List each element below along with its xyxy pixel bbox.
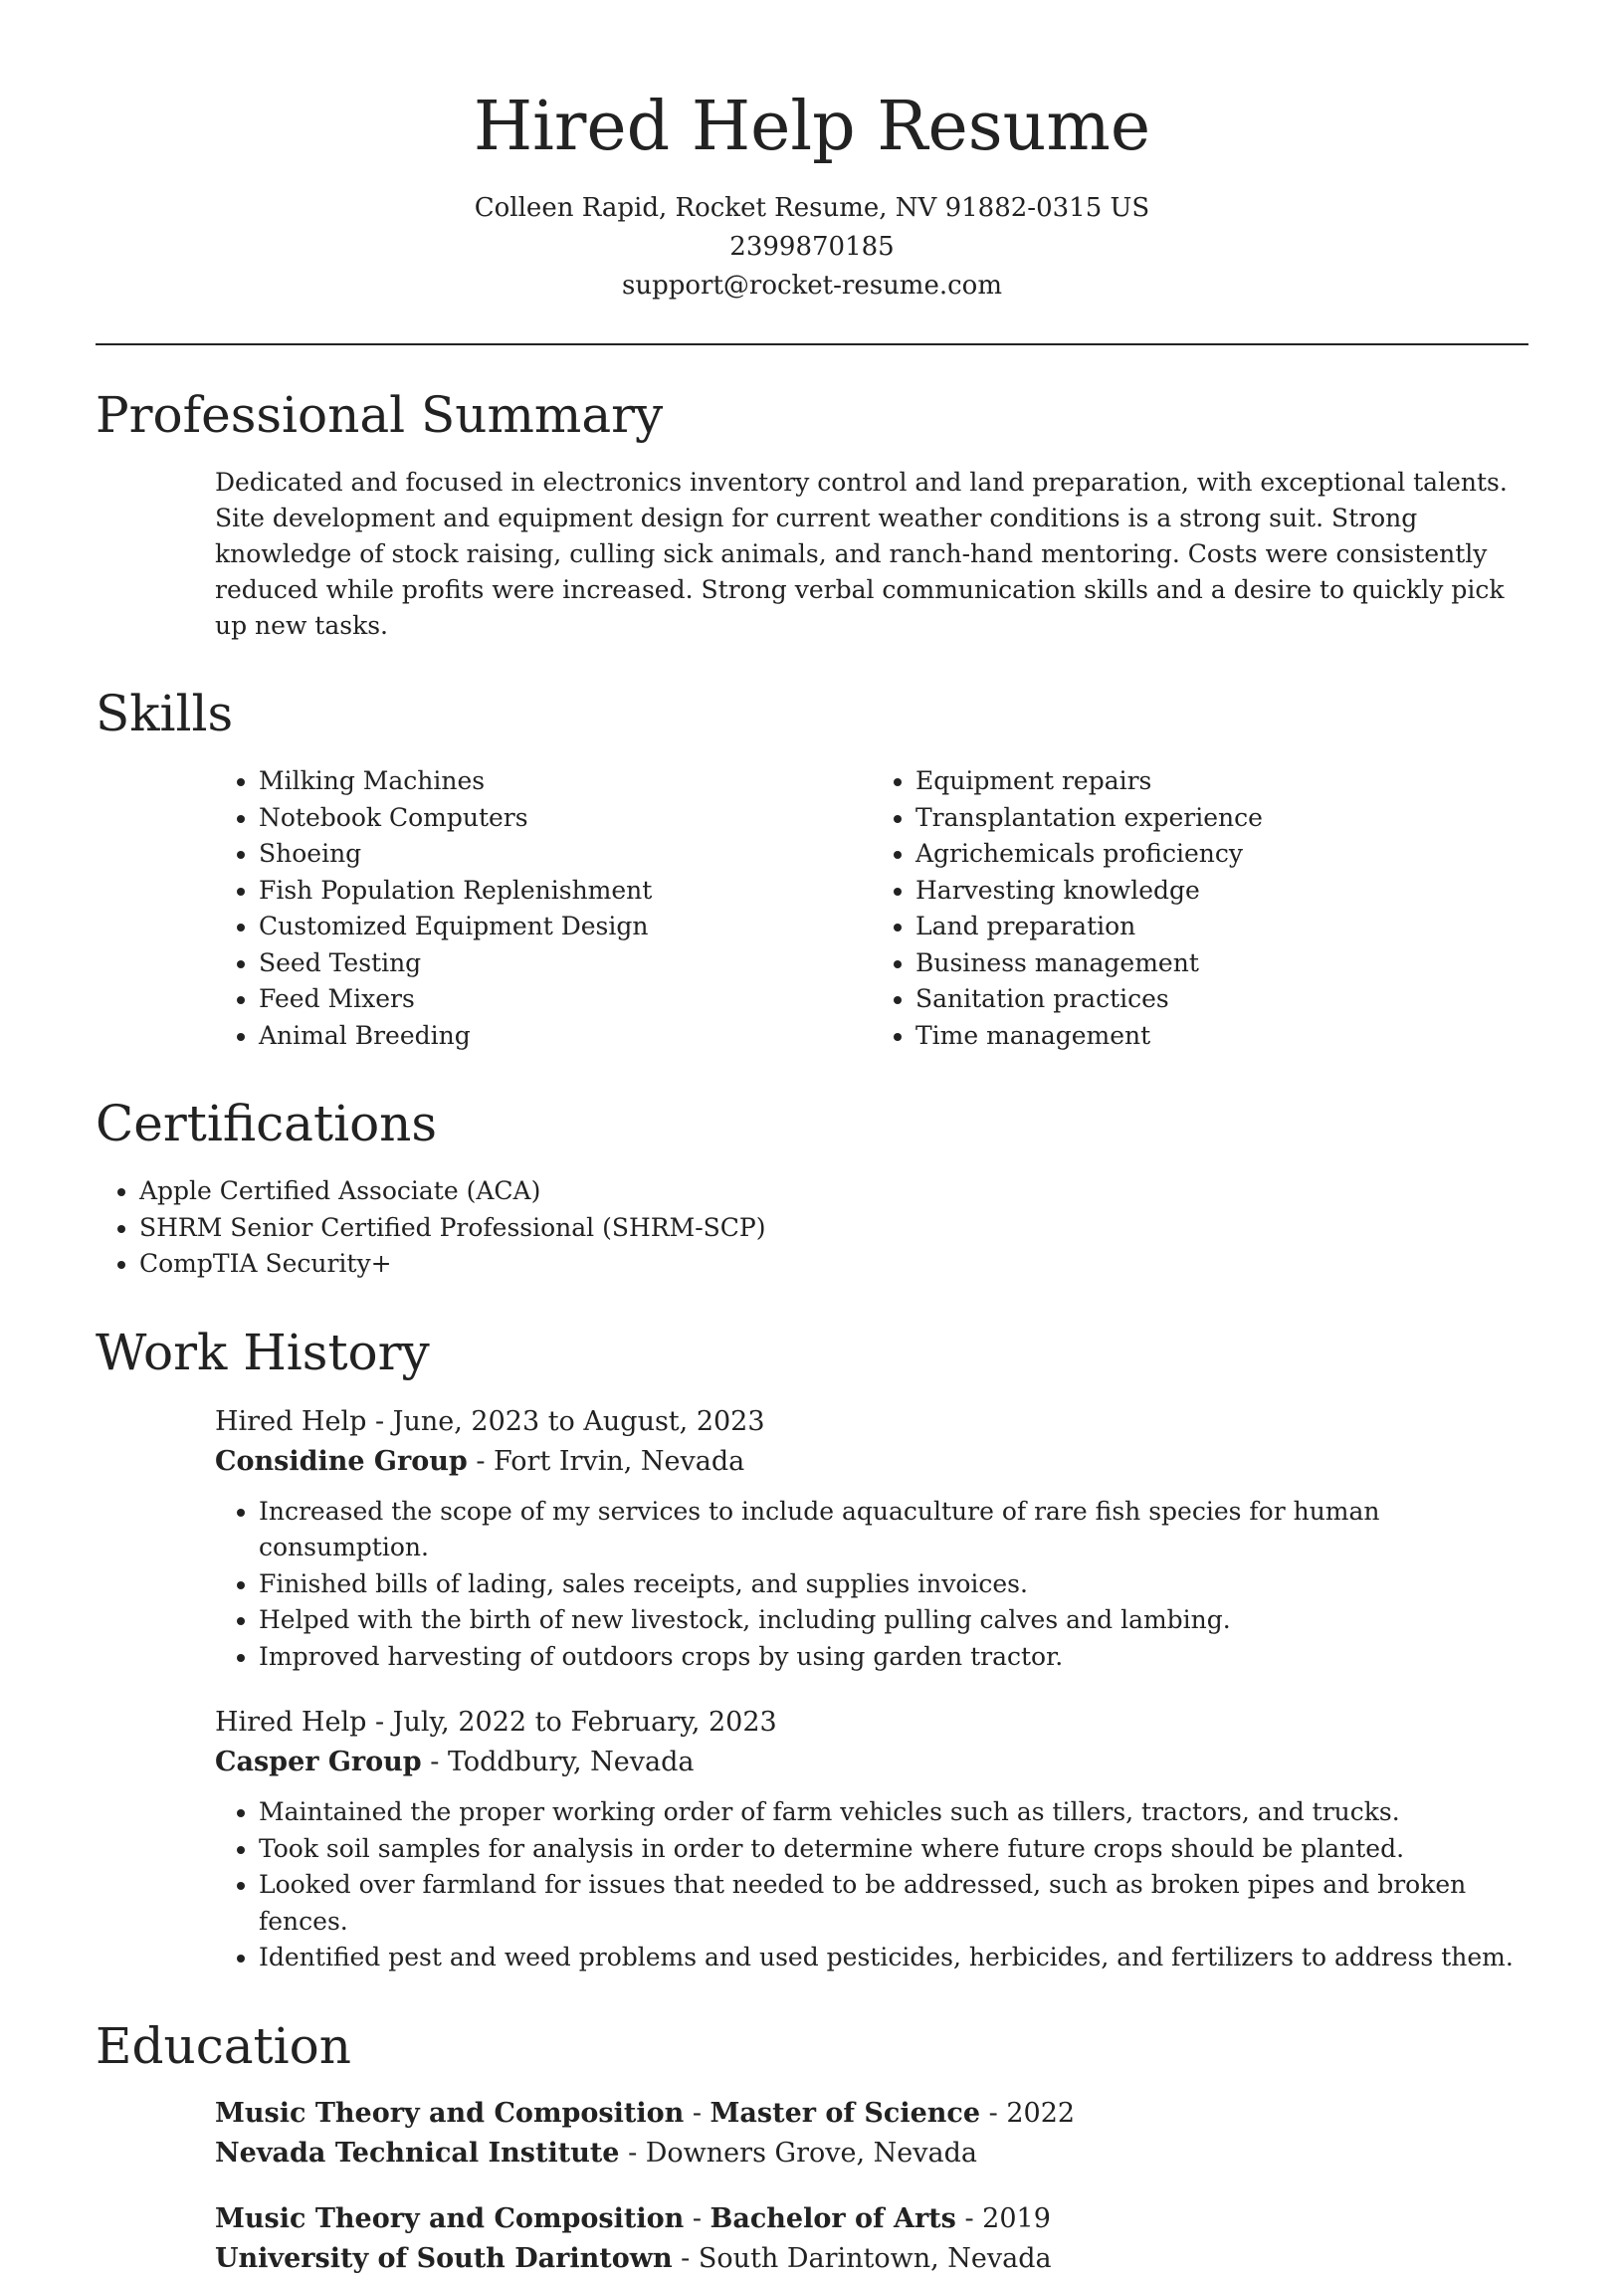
summary-heading: Professional Summary [96, 386, 664, 444]
skill-item: • Notebook Computers [259, 800, 872, 837]
skill-item: • Time management [915, 1018, 1528, 1055]
education-degree: Master of Science [710, 2097, 981, 2129]
job-company: Considine Group [215, 1445, 468, 1477]
certifications-section [96, 1094, 1528, 1283]
skill-item: • Harvesting knowledge [915, 873, 1528, 910]
certification-item: • CompTIA Security+ [139, 1246, 1528, 1283]
separator: - [672, 2242, 699, 2274]
contact-block [96, 189, 1528, 306]
education-field: Music Theory and Composition [215, 2097, 685, 2129]
skill-item: • Sanitation practices [915, 981, 1528, 1018]
skills-columns [215, 743, 1528, 1054]
skill-item: • Equipment repairs [915, 763, 1528, 800]
education-school-line [215, 2134, 1528, 2174]
education-school-line [215, 2239, 1528, 2279]
certifications-list [96, 1173, 1528, 1283]
skill-item: • Customized Equipment Design [259, 909, 872, 945]
education-school: University of South Darintown [215, 2242, 673, 2274]
skills-column-1 [215, 763, 872, 1054]
separator: - [980, 2097, 1007, 2129]
separator: - [619, 2137, 646, 2169]
contact-phone: 2399870185 [729, 232, 895, 262]
certification-item: • SHRM Senior Certified Professional (SHRM-SCP) [139, 1210, 1528, 1247]
work-history-section [96, 1323, 1528, 1976]
certification-item: • Apple Certified Associate (ACA) [139, 1173, 1528, 1210]
skills-section [96, 684, 1528, 1054]
education-degree-line [215, 2094, 1528, 2134]
skill-item: • Business management [915, 945, 1528, 982]
job-employer-line [215, 1442, 1528, 1482]
education-school: Nevada Technical Institute [215, 2137, 620, 2169]
education-location: Downers Grove, Nevada [645, 2137, 977, 2169]
separator: - [684, 2097, 710, 2129]
contact-address: Colleen Rapid, Rocket Resume, NV 91882-0315 US [474, 193, 1150, 223]
job-entry [215, 1402, 1528, 1676]
job-bullet: • Maintained the proper working order of farm vehicles such as tillers, tractors, and trucks. [259, 1794, 1528, 1831]
skill-item: • Seed Testing [259, 945, 872, 982]
education-heading: Education [96, 2016, 351, 2075]
separator: - [467, 1445, 495, 1477]
separator: - [955, 2202, 983, 2234]
job-location: Toddbury, Nevada [447, 1747, 695, 1777]
job-bullet: • Helped with the birth of new livestock, including pulling calves and lambing. [259, 1602, 1528, 1639]
skill-item: • Animal Breeding [259, 1018, 872, 1055]
job-bullet: • Took soil samples for analysis in order to determine where future crops should be planted. [259, 1831, 1528, 1868]
job-bullet: • Increased the scope of my services to include aquaculture of rare fish species for human consumption. [259, 1494, 1528, 1566]
contact-email: support@rocket-resume.com [621, 271, 1002, 301]
education-year: 2022 [1006, 2097, 1076, 2129]
skill-item: • Transplantation experience [915, 800, 1528, 837]
work-history-heading: Work History [96, 1323, 430, 1381]
skill-item: • Fish Population Replenishment [259, 873, 872, 910]
job-location: Fort Irvin, Nevada [494, 1445, 745, 1477]
separator: - [421, 1747, 448, 1777]
candidate-name: Hired Help Resume [473, 88, 1151, 166]
job-bullet: • Looked over farmland for issues that needed to be addressed, such as broken pipes and broken fences. [259, 1867, 1528, 1940]
certifications-heading: Certifications [96, 1095, 438, 1152]
skill-item: • Land preparation [915, 909, 1528, 945]
education-field: Music Theory and Composition [215, 2202, 685, 2234]
summary-section [96, 385, 1528, 644]
job-company: Casper Group [215, 1747, 422, 1777]
resume-header [96, 0, 1528, 306]
skill-item: • Shoeing [259, 836, 872, 873]
job-bullet: • Finished bills of lading, sales receipts, and supplies invoices. [259, 1566, 1528, 1603]
header-divider [96, 343, 1528, 345]
education-section [96, 2016, 1528, 2279]
summary-text: Dedicated and focused in electronics inventory control and land preparation, with exceptional talents. Site development and equipment design for current weather conditions is a strong suit. Strong knowledge of stock raising, culling sick animals, and ranch-hand mentoring. Costs were consistently reduced while profits were increased. Strong verbal communication skills and a desire to quickly pick up new tasks. [215, 468, 1508, 640]
education-degree: Bachelor of Arts [710, 2202, 956, 2234]
job-employer-line [215, 1743, 1528, 1782]
job-bullets [215, 1494, 1528, 1676]
education-entry [215, 2199, 1528, 2279]
job-bullet: • Identified pest and weed problems and used pesticides, herbicides, and fertilizers to address them. [259, 1940, 1528, 1976]
education-degree-line [215, 2199, 1528, 2239]
job-entry [215, 1703, 1528, 1976]
skills-column-2 [872, 763, 1528, 1054]
skill-item: • Feed Mixers [259, 981, 872, 1018]
skill-item: • Agrichemicals proficiency [915, 836, 1528, 873]
job-bullet: • Improved harvesting of outdoors crops by using garden tractor. [259, 1639, 1528, 1676]
education-location: South Darintown, Nevada [698, 2242, 1052, 2274]
separator: - [684, 2202, 710, 2234]
skill-item: • Milking Machines [259, 763, 872, 800]
job-bullets [215, 1794, 1528, 1976]
skills-heading: Skills [96, 685, 234, 742]
education-entry [215, 2094, 1528, 2174]
job-title-line: Hired Help - July, 2022 to February, 2023 [215, 1707, 777, 1738]
job-title-line: Hired Help - June, 2023 to August, 2023 [215, 1405, 765, 1437]
education-year: 2019 [982, 2202, 1051, 2234]
